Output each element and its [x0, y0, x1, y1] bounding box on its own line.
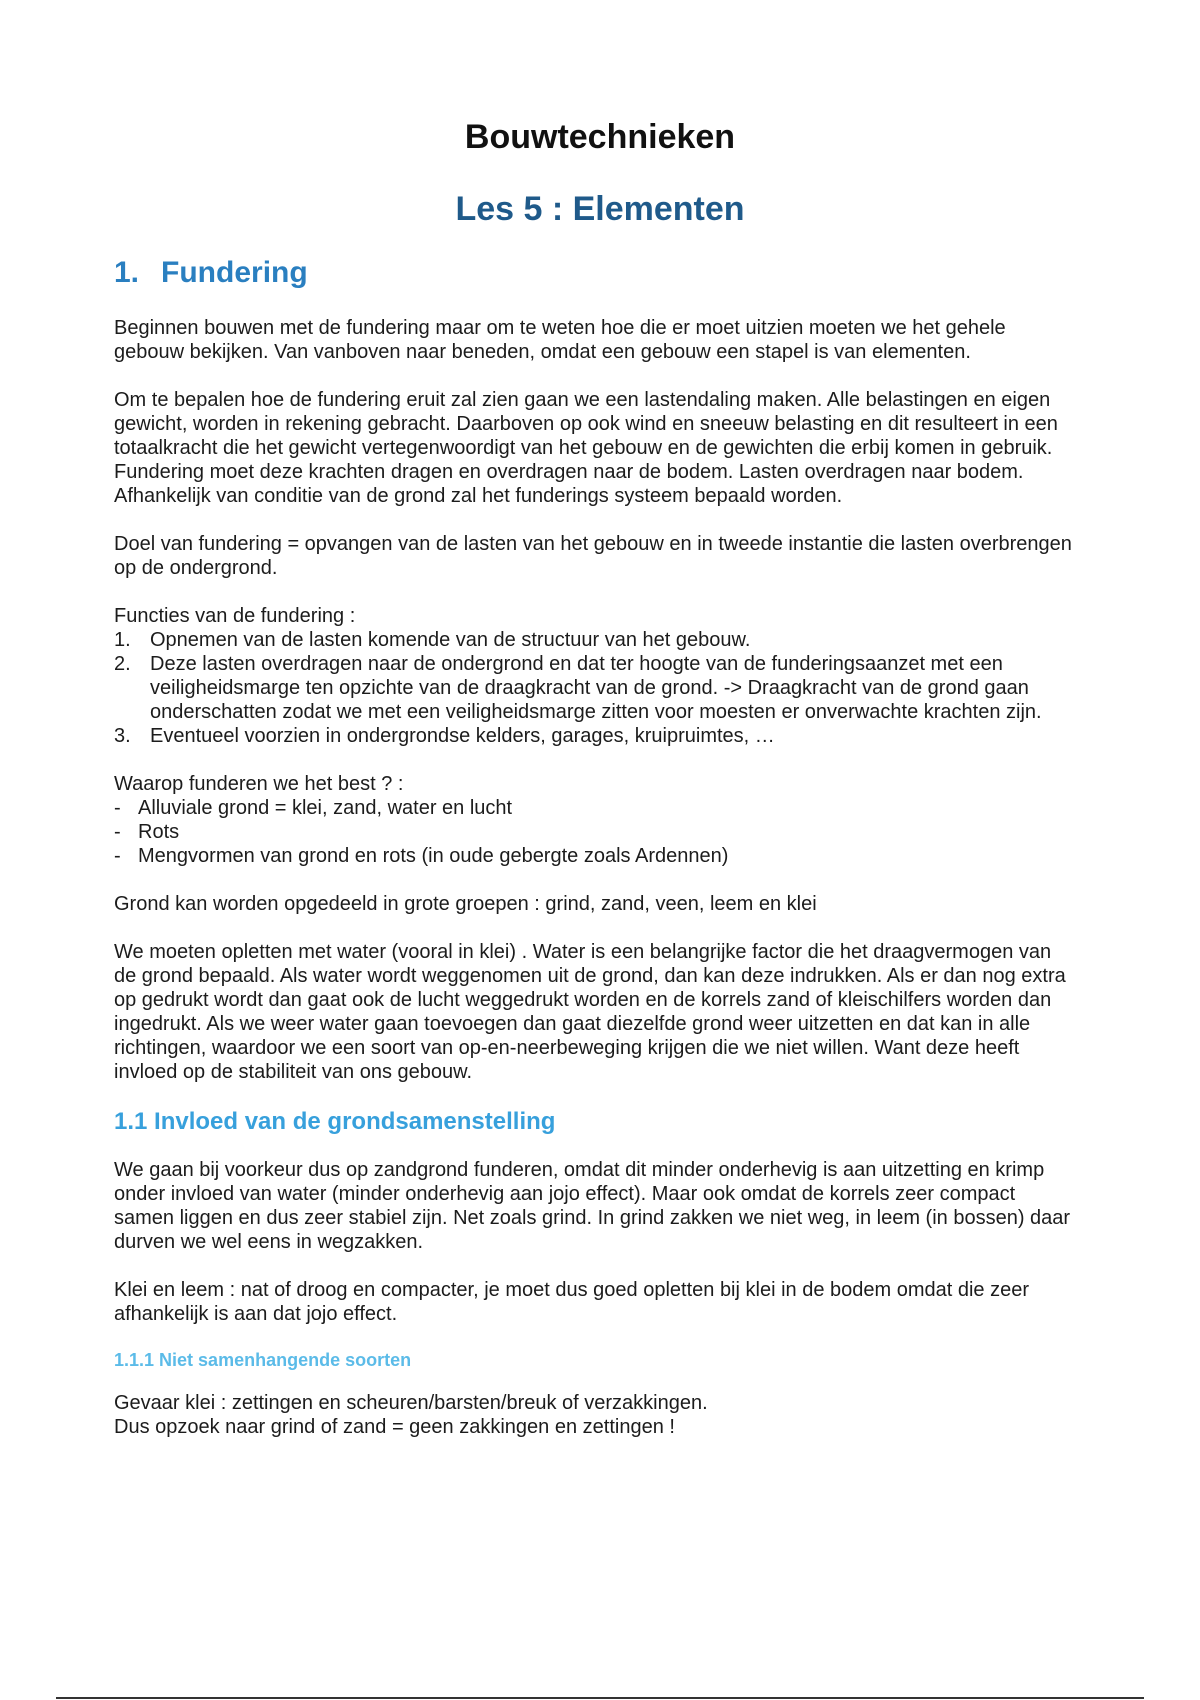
paragraph-water: We moeten opletten met water (vooral in klei) . Water is een belangrijke factor die het draagvermogen van de grond bepaald. Als water wordt weggenomen uit de grond, dan kan deze indrukken. Als er dan nog extra op gedrukt wordt dan gaat ook de lucht weggedrukt worden en de korrels zand of kleischilfers worden dan ingedrukt. Als we weer water gaan toevoegen dan gaat diezelfde grond weer uitzetten en dat kan in alle richtingen, waardoor we een soort van op-en-neerbeweging krijgen die we niet willen. Want deze heeft invloed op de stabiliteit van ons gebouw. — [114, 941, 1066, 1083]
where-list — [114, 796, 1074, 868]
list-number: 1. — [114, 629, 131, 651]
functions-intro: Functies van de fundering : — [114, 605, 356, 627]
document-body — [114, 256, 1074, 1463]
list-item-text: Opnemen van de lasten komende van de structuur van het gebouw. — [150, 629, 751, 651]
paragraph-klei-leem: Klei en leem : nat of droog en compacter, je moet dus goed opletten bij klei in de bodem omdat die zeer afhankelijk is aan dat jojo effect. — [114, 1279, 1029, 1325]
subsubsection-heading-niet-samenhangend: 1.1.1 Niet samenhangende soorten — [114, 1350, 412, 1370]
list-item — [114, 724, 1074, 748]
subsection-heading-grondsamenstelling: 1.1 Invloed van de grondsamenstelling — [114, 1108, 556, 1135]
gevaar-line: Gevaar klei : zettingen en scheuren/barsten/breuk of verzakkingen. — [114, 1392, 708, 1414]
list-item-text: Rots — [138, 821, 180, 843]
conclusion-line: Dus opzoek naar grind of zand = geen zakkingen en zettingen ! — [114, 1416, 675, 1438]
list-bullet: - — [114, 845, 121, 867]
list-number: 3. — [114, 725, 131, 747]
paragraph-grondgroepen: Grond kan worden opgedeeld in grote groepen : grind, zand, veen, leem en klei — [114, 893, 817, 915]
list-item — [114, 628, 1074, 652]
where-block — [114, 772, 1074, 868]
section-heading-fundering — [114, 256, 1074, 290]
list-item — [114, 820, 1074, 844]
where-intro: Waarop funderen we het best ? : — [114, 773, 404, 795]
list-item-text: Mengvormen van grond en rots (in oude gebergte zoals Ardennen) — [138, 845, 729, 867]
list-item-text: Eventueel voorzien in ondergrondse kelders, garages, kruipruimtes, … — [150, 725, 775, 747]
list-bullet: - — [114, 797, 121, 819]
document-title: Bouwtechnieken — [464, 118, 736, 156]
list-bullet: - — [114, 821, 121, 843]
list-number: 2. — [114, 653, 131, 675]
page-bottom-divider — [56, 1697, 1144, 1699]
lesson-subtitle: Les 5 : Elementen — [455, 190, 745, 228]
list-item — [114, 652, 1074, 724]
section-number: 1. — [114, 256, 140, 289]
paragraph-doel: Doel van fundering = opvangen van de lasten van het gebouw en in tweede instantie die lasten overbrengen op de ondergrond. — [114, 533, 1072, 579]
list-item-text: Alluviale grond = klei, zand, water en lucht — [138, 797, 513, 819]
functions-block — [114, 604, 1074, 748]
paragraph-lastendaling: Om te bepalen hoe de fundering eruit zal zien gaan we een lastendaling maken. Alle belastingen en eigen gewicht, worden in rekening gebracht. Daarboven op ook wind en sneeuw belasting en dit resulteert in een totaalkracht die het gewicht vertegenwoordigt van het gebouw en de gewichten die erbij komen in gebruik. Fundering moet deze krachten dragen en overdragen naar de bodem. Lasten overdragen naar bodem. Afhankelijk van conditie van de grond zal het funderings systeem bepaald worden. — [114, 389, 1058, 507]
paragraph-zandgrond: We gaan bij voorkeur dus op zandgrond funderen, omdat dit minder onderhevig is aan uitzetting en krimp onder invloed van water (minder onderhevig aan jojo effect). Maar ook omdat de korrels zeer compact samen liggen en dus zeer stabiel zijn. Net zoals grind. In grind zakken we niet weg, in leem (in bossen) daar durven we wel eens in wegzakken. — [114, 1159, 1071, 1253]
list-item — [114, 796, 1074, 820]
gevaar-block — [114, 1391, 1074, 1439]
functions-list — [114, 628, 1074, 748]
paragraph-intro: Beginnen bouwen met de fundering maar om te weten hoe die er moet uitzien moeten we het gehele gebouw bekijken. Van vanboven naar beneden, omdat een gebouw een stapel is van elementen. — [114, 317, 1006, 363]
list-item-text: Deze lasten overdragen naar de ondergrond en dat ter hoogte van de funderingsaanzet met een veiligheidsmarge ten opzichte van de draagkracht van de grond. -> Draagkracht van de grond gaan onderschatten zodat we met een veiligheidsmarge zitten voor moesten er onverwachte krachten zijn. — [150, 653, 1042, 723]
section-title: Fundering — [161, 256, 308, 289]
list-item — [114, 844, 1074, 868]
